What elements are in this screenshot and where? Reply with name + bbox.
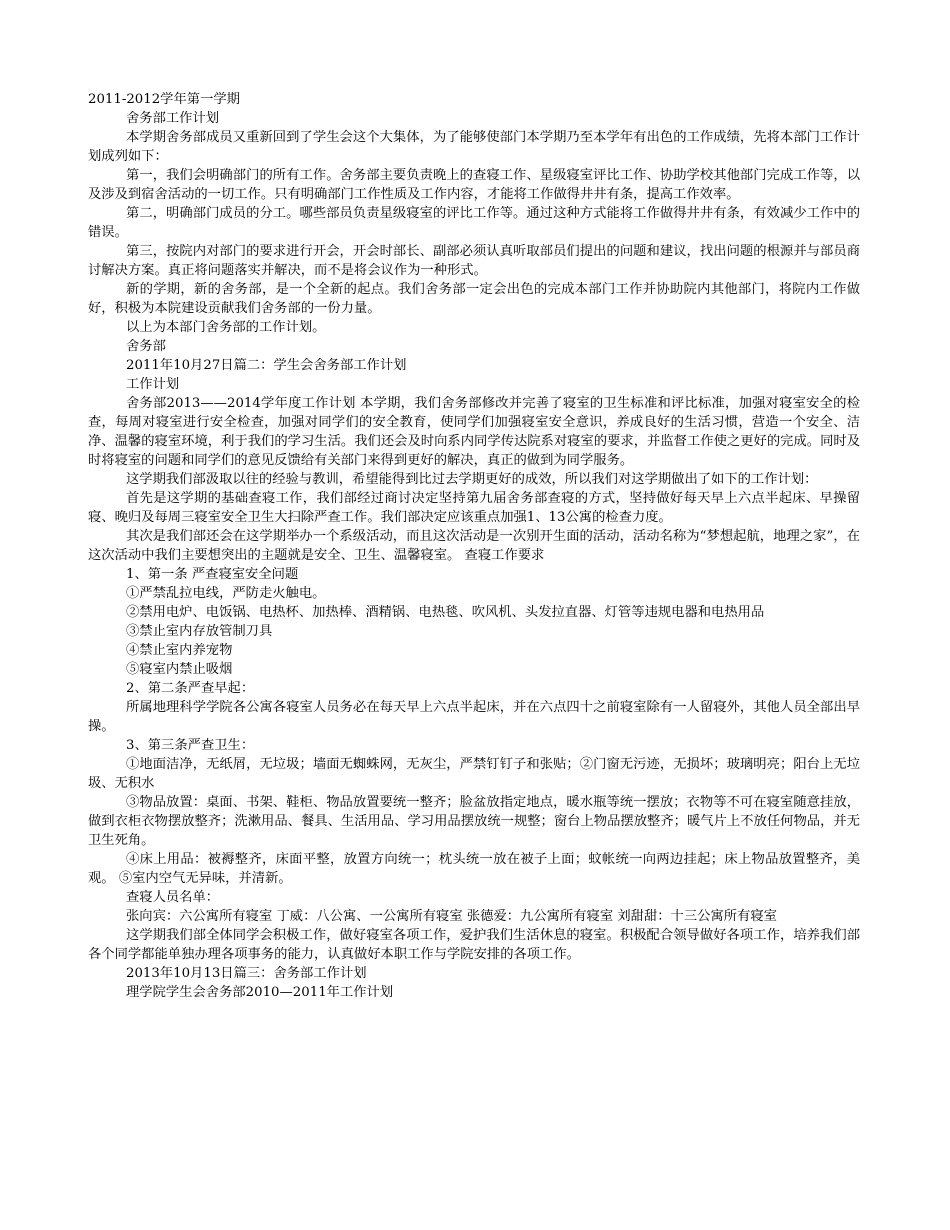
document-body [88, 90, 860, 1002]
document-paragraph: 第一，我们会明确部门的所有工作。舍务部主要负责晚上的查寝工作、星级寝室评比工作、协助学校其他部门完成工作等，以及涉及到宿舍活动的一切工作。只有明确部门工作性质及工作内容，才能将工作做得井井有条，提高工作效率。 [88, 168, 860, 202]
document-paragraph: ③物品放置：桌面、书架、鞋柜、物品放置要统一整齐；脸盆放指定地点，暖水瓶等统一摆放；衣物等不可在寝室随意挂放，做到衣柜衣物摆放整齐；洗漱用品、餐具、生活用品、学习用品摆放统一规整；窗台上物品摆放整齐；暖气片上不放任何物品，并无卫生死角。 [88, 795, 860, 848]
document-paragraph: ③禁止室内存放管制刀具 [126, 624, 273, 639]
document-paragraph: ④禁止室内养宠物 [126, 643, 233, 658]
document-paragraph: 以上为本部门舍务部的工作计划。 [126, 320, 326, 335]
document-paragraph: 2011年10月27日篇二：学生会舍务部工作计划 [126, 358, 407, 373]
document-paragraph: 舍务部工作计划 [126, 111, 220, 126]
document-paragraph: 新的学期，新的舍务部，是一个全新的起点。我们舍务部一定会出色的完成本部门工作并协助院内其他部门，将院内工作做好，积极为本院建设贡献我们舍务部的一份力量。 [88, 282, 860, 316]
document-paragraph: 2、第二条严查早起： [126, 681, 255, 696]
document-paragraph: 张向宾：六公寓所有寝室 丁威：八公寓、一公寓所有寝室 张德爱：九公寓所有寝室 刘甜甜：十三公寓所有寝室 [126, 909, 777, 924]
document-paragraph: 首先是这学期的基础查寝工作，我们部经过商讨决定坚持第九届舍务部查寝的方式，坚持做好每天早上六点半起床、早操留寝、晚归及每周三寝室安全卫生大扫除严查工作。我们部决定应该重点加强1、13公寓的检查力度。 [88, 491, 860, 525]
document-paragraph: 第三，按院内对部门的要求进行开会，开会时部长、副部必须认真听取部员们提出的问题和建议，找出问题的根源并与部员商讨解决方案。真正将问题落实并解决，而不是将会议作为一种形式。 [88, 244, 860, 278]
document-paragraph: 1、第一条 严查寝室安全问题 [126, 567, 299, 582]
document-paragraph: 2013年10月13日篇三：舍务部工作计划 [126, 966, 367, 981]
document-paragraph: 2011-2012学年第一学期 [88, 92, 240, 107]
document-paragraph: 工作计划 [126, 377, 180, 392]
document-paragraph: 第二，明确部门成员的分工。哪些部员负责星级寝室的评比工作等。通过这种方式能将工作做得井井有条，有效减少工作中的错误。 [88, 206, 860, 240]
document-paragraph: ①严禁乱拉电线，严防走火触电。 [126, 586, 326, 601]
document-paragraph: ④床上用品：被褥整齐，床面平整，放置方向统一；枕头统一放在被子上面；蚊帐统一向两边挂起；床上物品放置整齐，美观。 ⑤室内空气无异味，并清新。 [88, 852, 860, 886]
document-paragraph: 查寝人员名单： [126, 890, 220, 905]
document-paragraph: 舍务部 [126, 339, 166, 354]
document-paragraph: ⑤寝室内禁止吸烟 [126, 662, 233, 677]
document-paragraph: ②禁用电炉、电饭锅、电热杯、加热棒、酒精锅、电热毯、吹风机、头发拉直器、灯管等违规电器和电热用品 [126, 605, 765, 620]
document-paragraph: 舍务部2013——2014学年度工作计划 本学期，我们舍务部修改并完善了寝室的卫生标准和评比标准，加强对寝室安全的检查，每周对寝室进行安全检查，加强对同学们的安全教育，使同学们加强寝室安全意识，养成良好的生活习惯，营造一个安全、洁净、温馨的寝室环境，利于我们的学习生活。我们还会及时向系内同学传达院系对寝室的要求，并监督工作使之更好的完成。同时及时将寝室的问题和同学们的意见反馈给有关部门来得到更好的解决，真正的做到为同学服务。 [88, 396, 860, 468]
document-paragraph: 理学院学生会舍务部2010—2011年工作计划 [126, 985, 394, 1000]
document-paragraph: 所属地理科学学院各公寓各寝室人员务必在每天早上六点半起床，并在六点四十之前寝室除有一人留寝外，其他人员全部出早操。 [88, 700, 860, 734]
document-paragraph: 其次是我们部还会在这学期举办一个系级活动，而且这次活动是一次别开生面的活动，活动名称为“梦想起航，地理之家”，在这次活动中我们主要想突出的主题就是安全、卫生、温馨寝室。 查寝工作要求 [88, 529, 860, 563]
document-paragraph: 本学期舍务部成员又重新回到了学生会这个大集体，为了能够使部门本学期乃至本学年有出色的工作成绩，先将本部门工作计划成列如下： [88, 130, 860, 164]
document-paragraph: 这学期我们部全体同学会积极工作，做好寝室各项工作，爱护我们生活休息的寝室。积极配合领导做好各项工作，培养我们部各个同学都能单独办理各项事务的能力，认真做好本职工作与学院安排的各项工作。 [88, 928, 860, 962]
document-paragraph: 这学期我们部汲取以往的经验与教训，希望能得到比过去学期更好的成效，所以我们对这学期做出了如下的工作计划： [126, 472, 818, 487]
document-paragraph: 3、第三条严查卫生： [126, 738, 255, 753]
document-paragraph: ①地面洁净，无纸屑，无垃圾；墙面无蜘蛛网，无灰尘，严禁钉钉子和张贴；②门窗无污迹，无损坏；玻璃明亮；阳台上无垃圾、无积水 [88, 757, 860, 791]
